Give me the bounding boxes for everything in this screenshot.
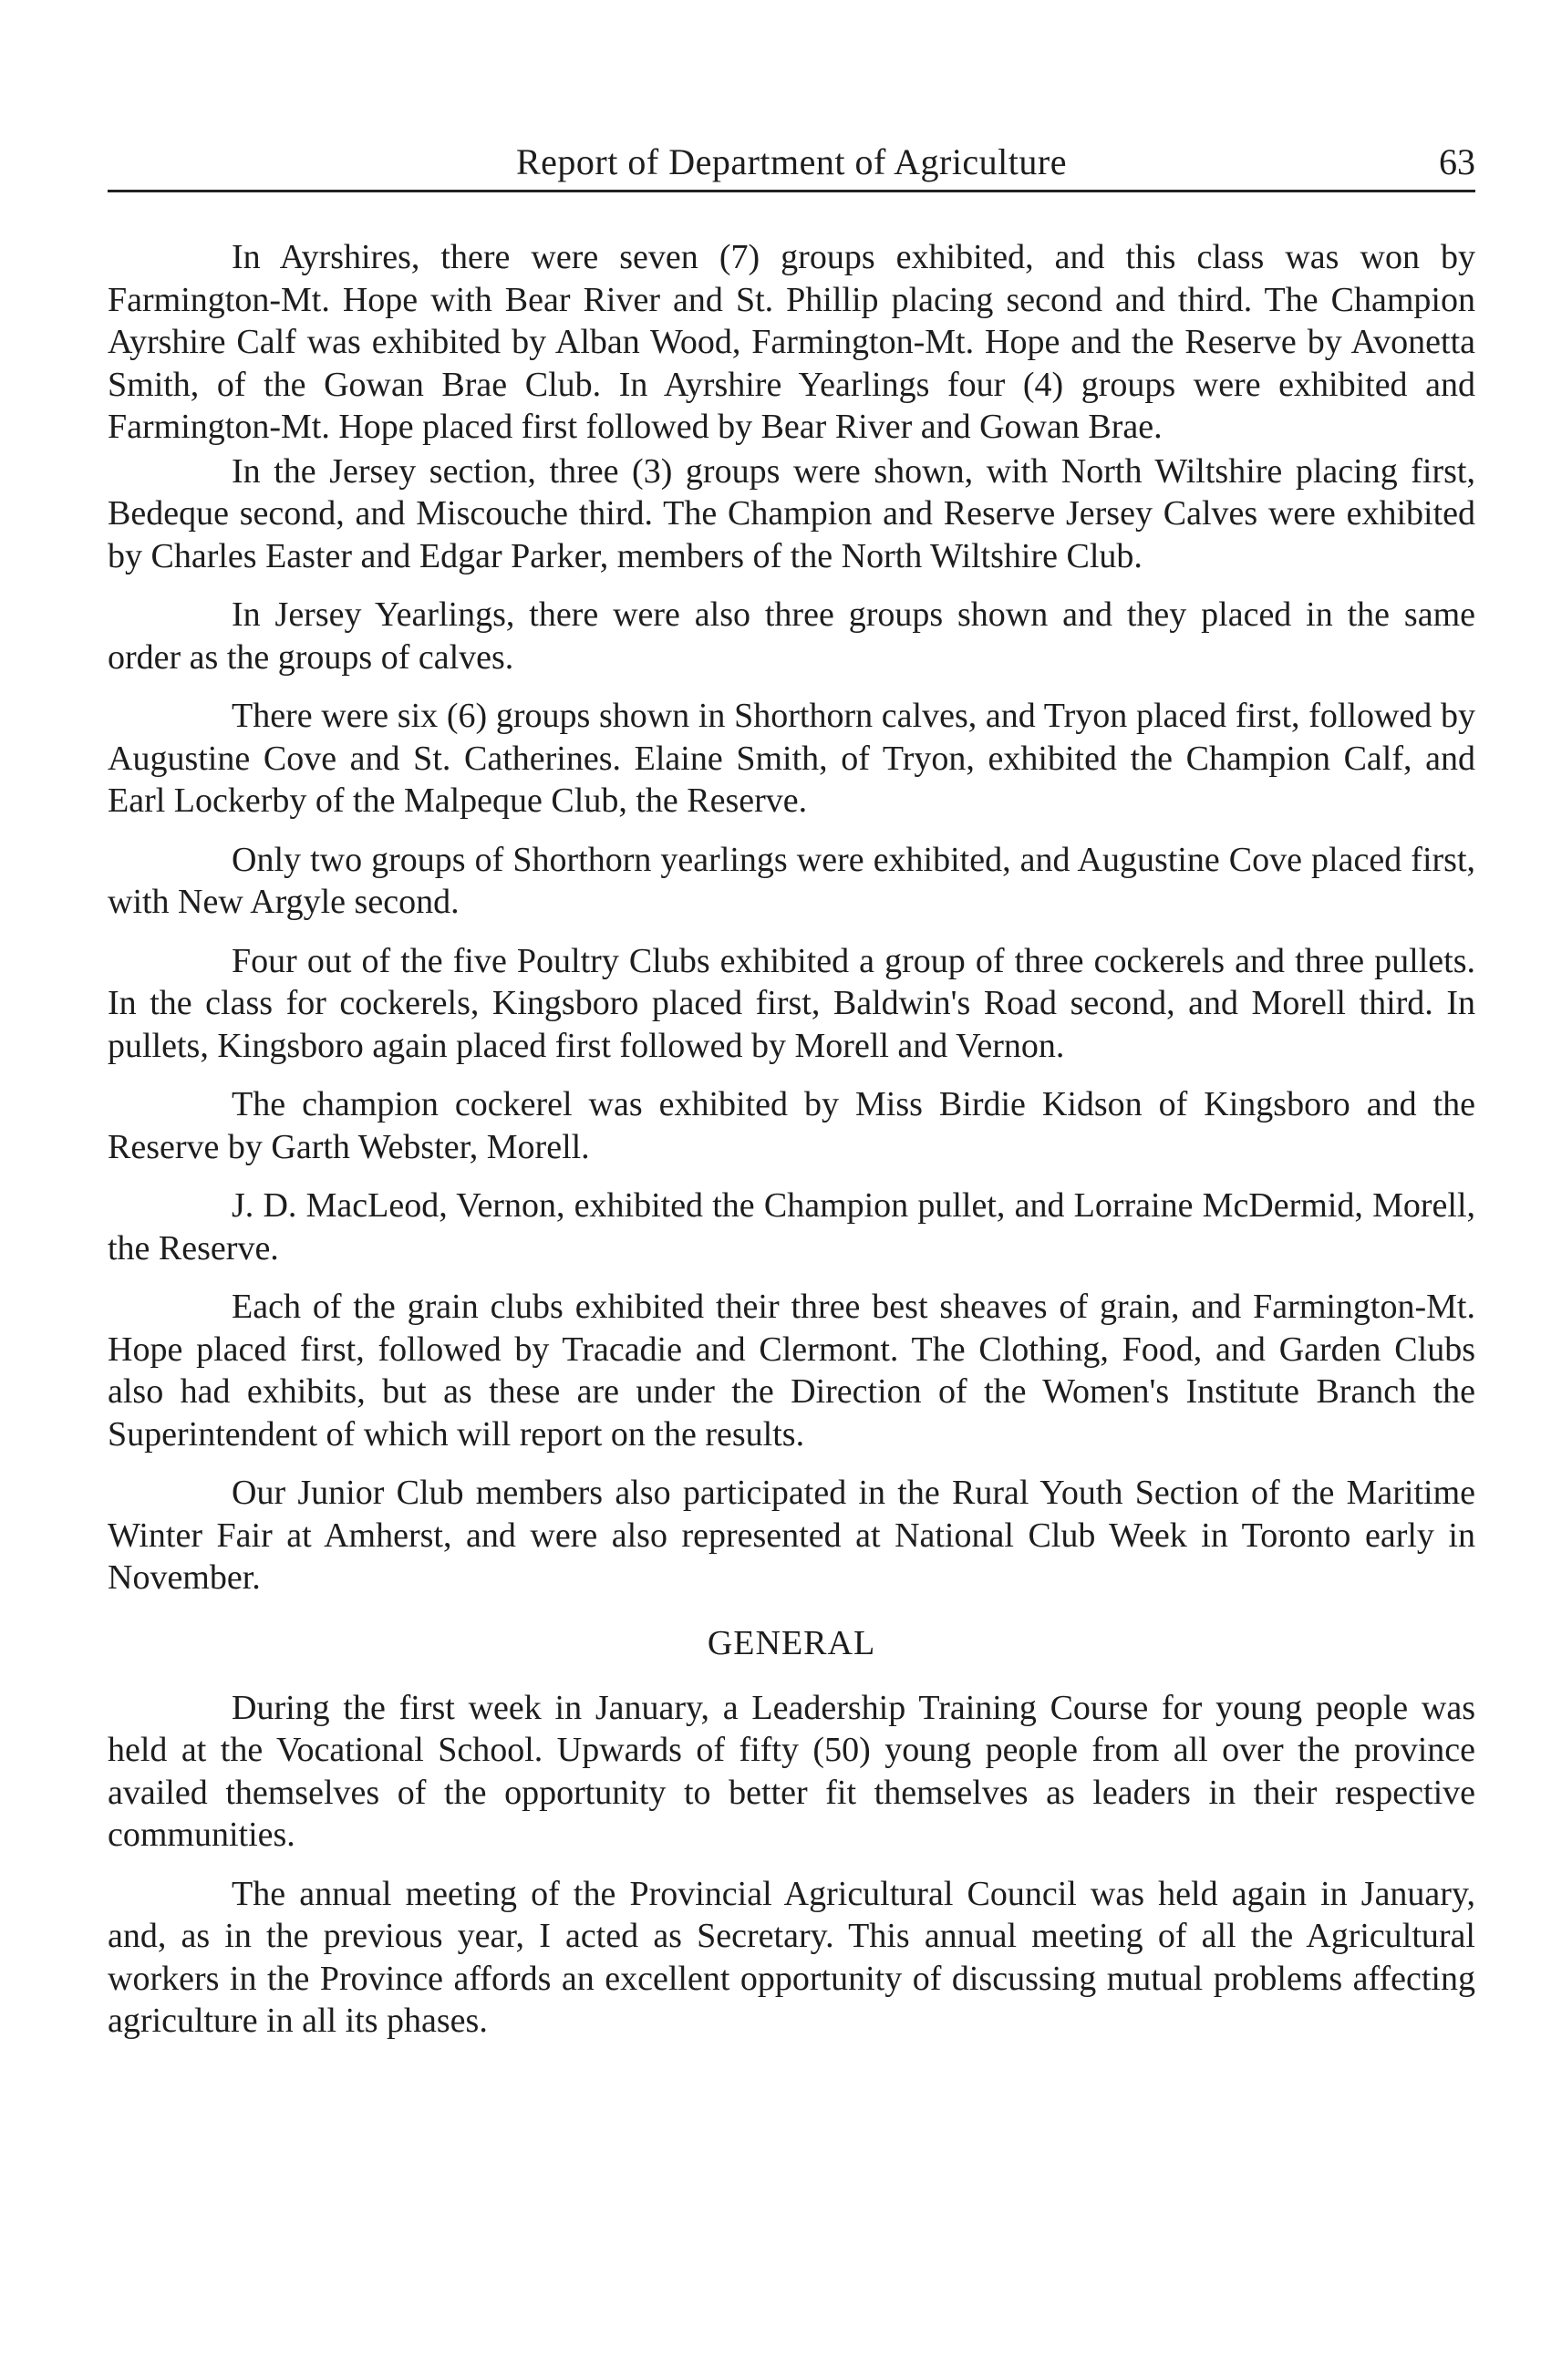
paragraph-champion-pullet: J. D. MacLeod, Vernon, exhibited the Champion pullet, and Lorraine McDermid, Morell, the Reserve.: [108, 1186, 1475, 1268]
paragraph-annual-meeting: The annual meeting of the Provincial Agricultural Council was held again in January, and, as in the previous year, I acted as Secretary. This annual meeting of all the Agricultural workers in the Province affords an excellent opportunity of discussing mutual problems affecting agriculture in all its phases.: [108, 1874, 1475, 2040]
paragraph-jersey-yearlings: In Jersey Yearlings, there were also three groups shown and they placed in the same order as the groups of calves.: [108, 595, 1475, 677]
report-page: [108, 135, 1475, 2059]
page-number: 63: [1439, 141, 1475, 182]
paragraph-champion-cockerel: The champion cockerel was exhibited by Miss Birdie Kidson of Kingsboro and the Reserve by Garth Webster, Morell.: [108, 1085, 1475, 1166]
paragraph-poultry-clubs: Four out of the five Poultry Clubs exhibited a group of three cockerels and three pullets. In the class for cockerels, Kingsboro placed first, Baldwin's Road second, and Morell third. In pullets, Kingsboro again placed first followed by Morell and Vernon.: [108, 941, 1475, 1065]
paragraph-ayrshires: In Ayrshires, there were seven (7) groups exhibited, and this class was won by Farmington-Mt. Hope with Bear River and St. Phillip placing second and third. The Champion Ayrshire Calf was exhibited by Alban Wood, Farmington-Mt. Hope and the Reserve by Avonetta Smith, of the Gowan Brae Club. In Ayrshire Yearlings four (4) groups were exhibited and Farmington-Mt. Hope placed first followed by Bear River and Gowan Brae.: [108, 238, 1475, 446]
paragraph-jersey-section: In the Jersey section, three (3) groups were shown, with North Wiltshire placing first, Bedeque second, and Miscouche third. The Champion and Reserve Jersey Calves were exhibited by Charles Easter and Edgar Parker, members of the North Wiltshire Club.: [108, 451, 1475, 575]
section-heading-general: GENERAL: [707, 1623, 876, 1662]
paragraph-leadership-course: During the first week in January, a Leadership Training Course for young people was held at the Vocational School. Upwards of fifty (50) young people from all over the province availed themselves of the opportunity to better fit themselves as leaders in their respective communities.: [108, 1688, 1475, 1854]
paragraph-junior-club: Our Junior Club members also participated in the Rural Youth Section of the Maritime Winter Fair at Amherst, and were also represented at National Club Week in Toronto early in November.: [108, 1474, 1475, 1597]
header-title: Report of Department of Agriculture: [516, 141, 1067, 182]
paragraph-shorthorn-calves: There were six (6) groups shown in Shorthorn calves, and Tryon placed first, followed by Augustine Cove and St. Catherines. Elaine Smith, of Tryon, exhibited the Champion Calf, and Earl Lockerby of the Malpeque Club, the Reserve.: [108, 697, 1475, 820]
paragraph-grain-clubs: Each of the grain clubs exhibited their three best sheaves of grain, and Farmington-Mt. Hope placed first, followed by Tracadie and Clermont. The Clothing, Food, and Garden Clubs also had exhibits, but as these are under the Direction of the Women's Institute Branch the Superintendent of which will report on the results.: [108, 1288, 1475, 1454]
paragraph-shorthorn-yearlings: Only two groups of Shorthorn yearlings were exhibited, and Augustine Cove placed first, with New Argyle second.: [108, 840, 1475, 921]
body-text: [108, 236, 1475, 2043]
running-header: [108, 135, 1475, 192]
